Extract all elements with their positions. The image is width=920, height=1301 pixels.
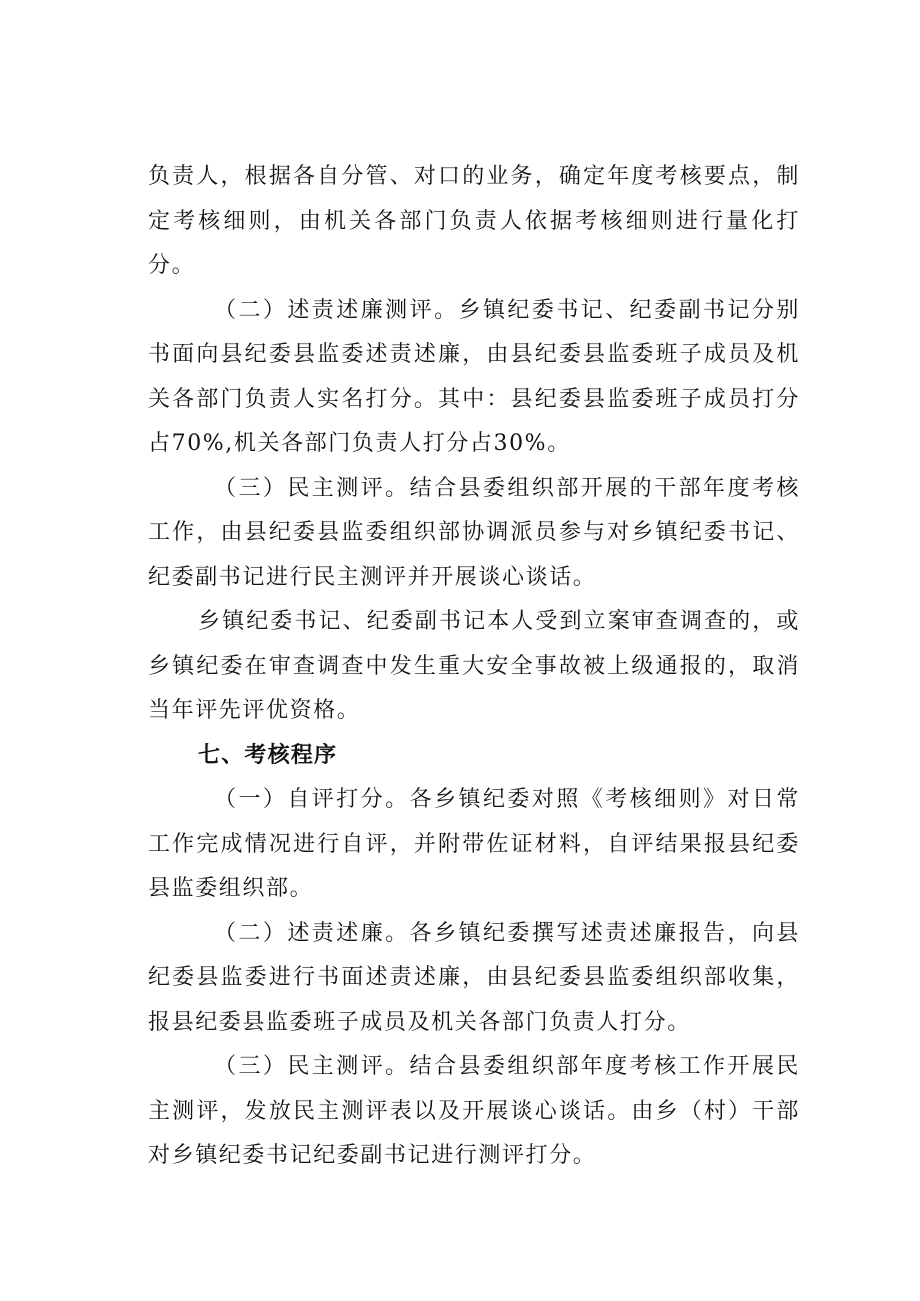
paragraph-6: （二）述责述廉。各乡镇纪委撰写述责述廉报告，向县纪委县监委进行书面述责述廉，由县纪委县监委组织部收集，报县纪委县监委班子成员及机关各部门负责人打分。 [148, 920, 800, 1035]
paragraph-3: （三）民主测评。结合县委组织部开展的干部年度考核工作，由县纪委县监委组织部协调派员参与对乡镇纪委书记、纪委副书记进行民主测评并开展谈心谈话。 [148, 475, 800, 590]
paragraph-2: （二）述责述廉测评。乡镇纪委书记、纪委副书记分别书面向县纪委县监委述责述廉，由县纪委县监委班子成员及机关各部门负责人实名打分。其中：县纪委县监委班子成员打分占70%,机关各部门负责人打分占30%。 [148, 297, 800, 456]
paragraph-1: 负责人，根据各自分管、对口的业务，确定年度考核要点，制定考核细则，由机关各部门负责人依据考核细则进行量化打分。 [148, 164, 800, 278]
paragraph-4: 乡镇纪委书记、纪委副书记本人受到立案审查调查的，或乡镇纪委在审查调查中发生重大安全事故被上级通报的，取消当年评先评优资格。 [148, 609, 800, 723]
paragraph-5: （一）自评打分。各乡镇纪委对照《考核细则》对日常工作完成情况进行自评，并附带佐证材料，自评结果报县纪委县监委组织部。 [148, 787, 800, 901]
document-body [148, 155, 800, 1179]
paragraph-7: （三）民主测评。结合县委组织部年度考核工作开展民主测评，发放民主测评表以及开展谈心谈话。由乡（村）干部对乡镇纪委书记纪委副书记进行测评打分。 [148, 1054, 800, 1168]
section-heading: 七、考核程序 [198, 742, 338, 768]
